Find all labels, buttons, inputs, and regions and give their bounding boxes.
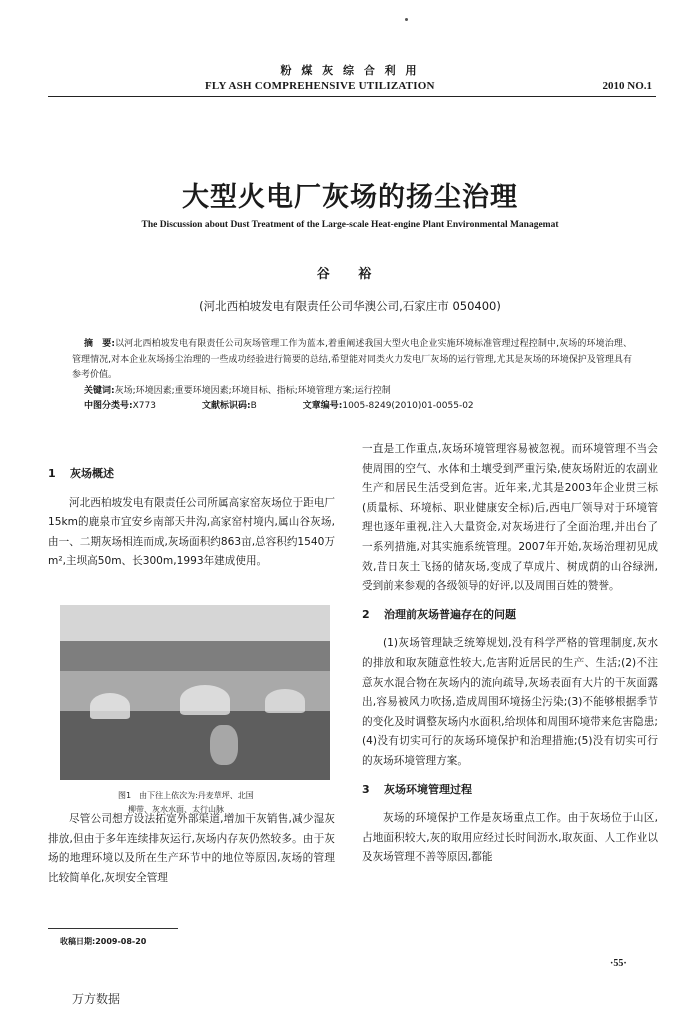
section-2-heading bbox=[362, 605, 658, 625]
section-1-paragraph-2: 尽管公司想方设法拓宽外部渠道,增加干灰销售,减少湿灰排放,但由于多年连续排灰运行,灰场内存灰仍然较多。由于灰场的地理环境以及所在生产环节中的地位等原因,灰场的管理比较简单化,灰坝安全管理 bbox=[48, 813, 335, 884]
right-column bbox=[362, 440, 658, 868]
abstract-text: 以河北西柏坡发电有限责任公司灰场管理工作为蓝本,着重阐述我国大型火电企业实施环境标准管理过程控制中,灰场的环境治理、管理情况,对本企业灰场扬尘治理的一些成功经验进行简要的总结,希望能对同类火力发电厂灰场的运行管理,尤其是灰场的环境保护及管理具有参考价值。 bbox=[72, 339, 632, 380]
scan-speck bbox=[405, 18, 408, 21]
photo-sprinkler-spray bbox=[210, 725, 238, 765]
photo-sprinkler-spray bbox=[265, 689, 305, 713]
database-watermark: 万方数据 bbox=[72, 992, 121, 1006]
issue-number: 2010 NO.1 bbox=[602, 80, 652, 92]
classification-line bbox=[72, 399, 632, 415]
doc-code-value: B bbox=[250, 401, 257, 411]
journal-name-cn: 粉 煤 灰 综 合 利 用 bbox=[280, 64, 420, 77]
left-column-top bbox=[48, 458, 335, 572]
right-column-continued-paragraph: 一直是工作重点,灰场环境管理容易被忽视。而环境管理不当会使周围的空气、水体和土壤受到严重污染,使灰场附近的农副业生产和居民生活受到危害。近年来,尤其是2003年企业贯三标(质量标、环境标、职业健康安全标)后,西电厂领导对于环境管理也逐年重视,注入大量资金,对灰场进行了全面治理,并出台了一系列措施,对其实施系统管理。2007年开始,灰场治理初见成效,昔日灰土飞扬的储灰场,变成了草成片、树成荫的山谷绿洲,受到前来参观的各级领导的好评,以及周围百姓的赞誉。 bbox=[362, 443, 658, 593]
clc-value: X773 bbox=[132, 401, 156, 411]
section-3-paragraph-1: 灰场的环境保护工作是灰场重点工作。由于灰场位于山区,占地面积较大,灰的取用应经过长时间沥水,取灰面、人工作业以及灰场管理不善等原因,都能 bbox=[362, 812, 658, 864]
section-1-title: 灰场概述 bbox=[70, 467, 114, 480]
abstract-label: 摘 要: bbox=[84, 339, 115, 349]
author-name: 谷 裕 bbox=[316, 267, 384, 282]
received-date: 收稿日期:2009-08-20 bbox=[60, 937, 147, 946]
article-id bbox=[291, 399, 474, 415]
journal-header bbox=[0, 62, 700, 92]
photo-sprinkler-spray bbox=[90, 693, 130, 719]
left-column-bottom bbox=[48, 810, 335, 888]
section-1-heading bbox=[48, 464, 335, 484]
keywords-text: 灰场;环境因素;重要环境因素;环境目标、指标;环境管理方案;运行控制 bbox=[114, 385, 391, 396]
clc-label: 中图分类号: bbox=[84, 401, 133, 411]
photo-sky bbox=[60, 605, 330, 641]
journal-name-en: FLY ASH COMPREHENSIVE UTILIZATION bbox=[205, 80, 435, 92]
figure-caption-line-1: 图1 由下往上依次为:丹麦草坪、北国 bbox=[118, 791, 254, 800]
article-title-en: The Discussion about Dust Treatment of the Large-scale Heat-engine Plant Environmental Managemat bbox=[141, 220, 559, 230]
clc-number bbox=[72, 399, 156, 415]
article-id-label: 文章编号: bbox=[302, 401, 343, 411]
keywords-label: 关键词: bbox=[84, 385, 115, 396]
photo-mountains bbox=[60, 641, 330, 671]
article-title-cn: 大型火电厂灰场的扬尘治理 bbox=[182, 182, 518, 213]
section-2-title: 治理前灰场普遍存在的问题 bbox=[384, 607, 516, 621]
figure-caption-line-2: 柳带、灰水水面、太行山脉 bbox=[128, 805, 224, 814]
section-2-number: 2 bbox=[362, 607, 370, 621]
footnote-divider bbox=[48, 928, 178, 929]
photo-grass bbox=[60, 711, 330, 780]
author-affiliation: (河北西柏坡发电有限责任公司华澳公司,石家庄市 050400) bbox=[199, 299, 501, 313]
figure-1-photo bbox=[60, 605, 330, 780]
article-id-value: 1005-8249(2010)01-0055-02 bbox=[342, 401, 474, 411]
doc-code-label: 文献标识码: bbox=[201, 401, 251, 411]
keywords-line bbox=[72, 384, 632, 400]
section-3-title: 灰场环境管理过程 bbox=[384, 782, 472, 796]
page-number: ·55· bbox=[610, 958, 627, 969]
section-3-number: 3 bbox=[362, 782, 370, 796]
section-1-number: 1 bbox=[48, 467, 56, 480]
section-1-paragraph-1: 河北西柏坡发电有限责任公司所属高家窑灰场位于距电厂15km的鹿泉市宜安乡南部天井沟,高家窑村境内,属山谷灰场,由一、二期灰场相连而成,灰场面积约863亩,总容积约1540万m²,主坝高50m、长300m,1993年建成使用。 bbox=[48, 496, 335, 568]
abstract-paragraph bbox=[72, 337, 632, 384]
doc-code bbox=[190, 399, 257, 415]
header-divider bbox=[48, 96, 656, 97]
photo-sprinkler-spray bbox=[180, 685, 230, 715]
section-2-paragraph-1: (1)灰场管理缺乏统筹规划,没有科学严格的管理制度,灰水的排放和取灰随意性较大,危害附近居民的生产、生活;(2)不注意灰水混合物在灰场内的流向疏导,灰场表面有大片的干灰面露出,容易被风力吹扬,造成周围环境扬尘污染;(3)不能够根据季节的变化及时调整灰场内水面积,给坝体和周围环境带来危害隐患;(4)没有切实可行的灰场环境保护和治理措施;(5)没有切实可行的灰场环境管理方案。 bbox=[362, 637, 658, 767]
abstract-block bbox=[72, 337, 632, 415]
section-3-heading bbox=[362, 780, 658, 800]
